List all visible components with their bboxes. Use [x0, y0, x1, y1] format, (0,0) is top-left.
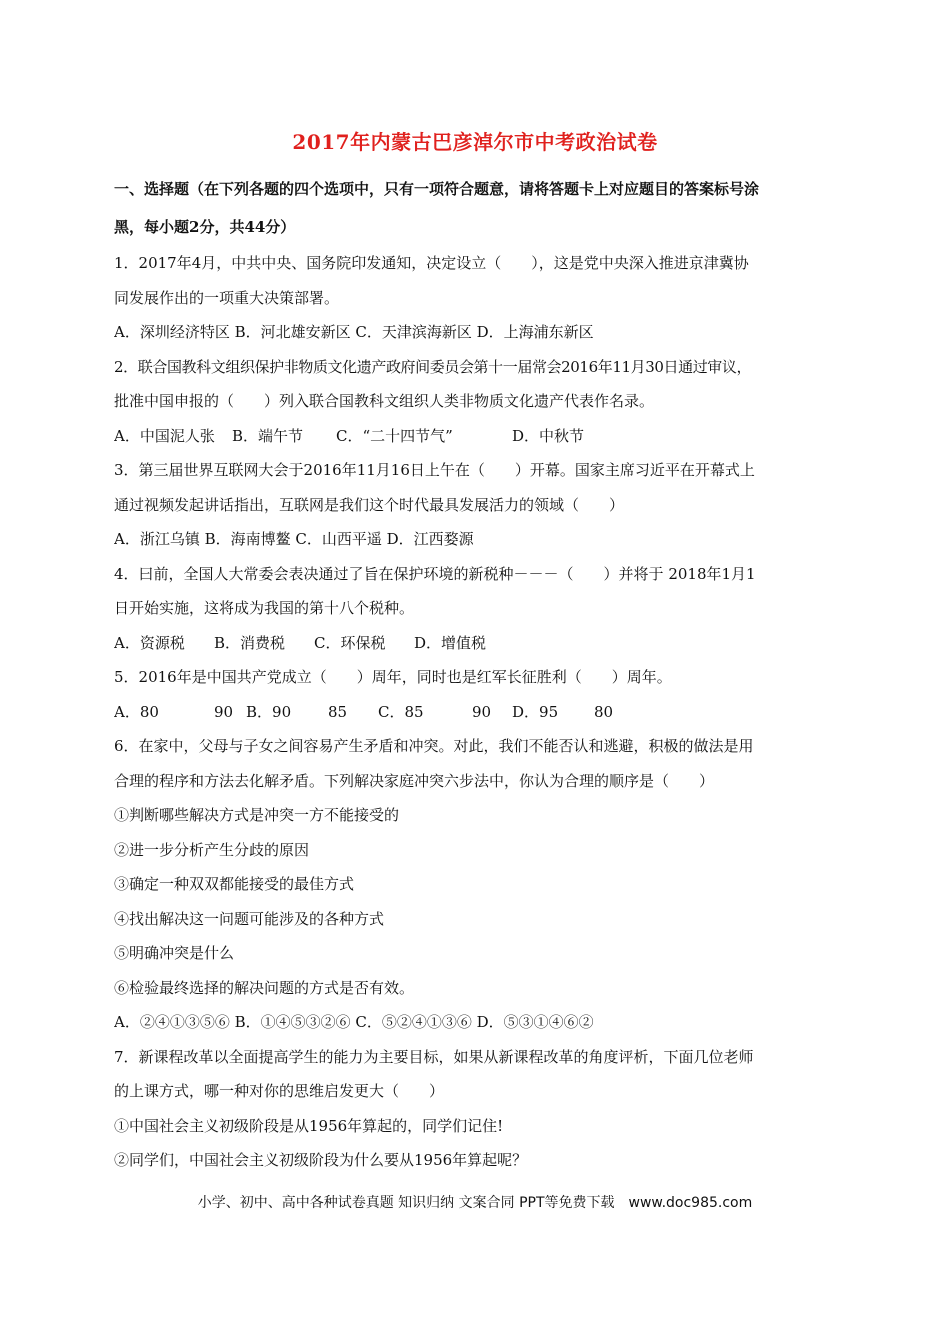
- q6-stem-line-2: 合理的程序和方法去化解矛盾。下列解决家庭冲突六步法中，你认为合理的顺序是（ ）: [114, 771, 715, 790]
- q4-stem-line-2: 日开始实施，这将成为我国的第十八个税种。: [114, 599, 415, 617]
- q7-item-1: ①中国社会主义初级阶段是从1956年算起的，同学们记住!: [114, 1116, 504, 1135]
- q7-stem-line-2: 的上课方式，哪一种对你的思维启发更大（ ）: [114, 1082, 445, 1100]
- q4-options: [114, 626, 844, 661]
- q6-options: A．②④①③⑤⑥ B．①④⑤③②⑥ C．⑤②④①③⑥ D．⑤③①④⑥②: [114, 1013, 594, 1031]
- q4-option-d: D．增值税: [414, 633, 487, 652]
- q5-option-c: C．85: [378, 702, 424, 721]
- q3-options: A．浙江乌镇 B．海南博鳌 C．山西平遥 D．江西婺源: [114, 530, 474, 548]
- q6-item-1: ①判断哪些解决方式是冲突一方不能接受的: [114, 806, 400, 824]
- q4-option-c: C．环保税: [314, 633, 386, 652]
- page-title: 2017年内蒙古巴彦淖尔市中考政治试卷: [292, 130, 658, 154]
- q2-option-b: B．端午节: [232, 426, 304, 445]
- q3-stem-line-2: 通过视频发起讲话指出，互联网是我们这个时代最具发展活力的领域（ ）: [114, 495, 625, 514]
- q6-item-5: ⑤明确冲突是什么: [114, 944, 235, 962]
- page-footer: 小学、初中、高中各种试卷真题 知识归纳 文案合同 PPT等免费下载 www.doc985.com: [197, 1195, 753, 1211]
- q6-item-2: ②进一步分析产生分歧的原因: [114, 840, 310, 859]
- q5-option-a-second: 90: [214, 702, 234, 721]
- q5-option-d: D．95: [512, 702, 559, 721]
- q6-item-3: ③确定一种双双都能接受的最佳方式: [114, 875, 355, 893]
- q1-stem-line-1: 1．2017年4月，中共中央、国务院印发通知，决定设立（ ），这是党中央深入推进京津冀协: [114, 254, 749, 272]
- section-heading-line-2: 黑，每小题2分，共44分）: [114, 218, 296, 236]
- q7-item-2: ②同学们，中国社会主义初级阶段为什么要从1956年算起呢？: [114, 1151, 528, 1169]
- q6-stem-line-1: 6．在家中，父母与子女之间容易产生矛盾和冲突。对此，我们不能否认和逃避，积极的做法是用: [114, 737, 754, 755]
- q4-stem-line-1: 4．曰前，全国人大常委会表决通过了旨在保护环境的新税种－－－（ ）并将于 2018年1月1: [114, 564, 756, 583]
- q2-option-a: A．中国泥人张: [114, 426, 215, 445]
- q2-option-d: D．中秋节: [512, 426, 585, 445]
- q4-option-a: A．资源税: [114, 633, 185, 652]
- q5-stem-line-1: 5．2016年是中国共产党成立（ ）周年，同时也是红军长征胜利（ ）周年。: [114, 668, 672, 686]
- q2-stem-line-1: 2．联合国教科文组织保护非物质文化遗产政府间委员会第十一届常会2016年11月30日通过审议，: [114, 357, 752, 376]
- section-heading-line-1: 一、选择题（在下列各题的四个选项中，只有一项符合题意，请将答题卡上对应题目的答案标号涂: [114, 180, 760, 198]
- q2-options: [114, 419, 844, 454]
- q5-option-a: A．80: [114, 702, 159, 721]
- q6-item-4: ④找出解决这一问题可能涉及的各种方式: [114, 909, 385, 928]
- q4-option-b: B．消费税: [214, 633, 286, 652]
- q2-stem-line-2: 批准中国申报的（ ）列入联合国教科文组织人类非物质文化遗产代表作名录。: [114, 392, 655, 410]
- q5-options: [114, 695, 844, 730]
- q5-option-d-second: 80: [594, 702, 614, 721]
- q6-item-6: ⑥检验最终选择的解决问题的方式是否有效。: [114, 978, 415, 997]
- q3-stem-line-1: 3．第三届世界互联网大会于2016年11月16日上午在（ ）开幕。国家主席习近平在开幕式上: [114, 461, 755, 479]
- q5-option-b-second: 85: [328, 702, 348, 721]
- q5-option-c-second: 90: [472, 702, 492, 721]
- q1-options: A．深圳经济特区 B．河北雄安新区 C．天津滨海新区 D．上海浦东新区: [114, 323, 594, 341]
- q2-option-c: C．“二十四节气”: [336, 426, 453, 445]
- exam-content: [114, 170, 844, 1178]
- q7-stem-line-1: 7．新课程改革以全面提高学生的能力为主要目标，如果从新课程改革的角度评析，下面几位老师: [114, 1047, 754, 1066]
- q5-option-b: B．90: [246, 702, 292, 721]
- q1-stem-line-2: 同发展作出的一项重大决策部署。: [114, 288, 340, 307]
